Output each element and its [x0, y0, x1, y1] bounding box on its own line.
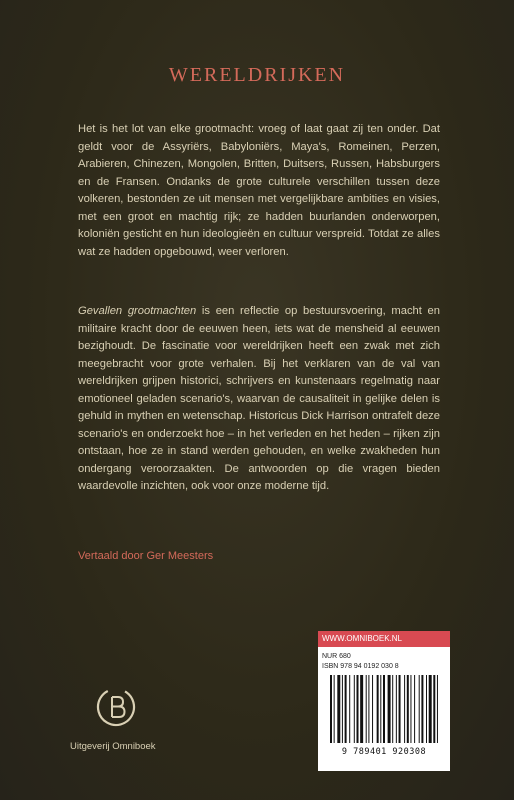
blurb-paragraph-2-text: is een reflectie op bestuursvoering, macht en militaire kracht door de eeuwen heen, iets wat de mensheid al eeuwen bezighoudt. De fascinatie voor wereldrijken heeft een zwak met zich meegebracht voor grote verhalen. Bij het verklaren van de val van wereldrijken grijpen historici, schrijvers en kunstenaars regelmatig naar emotioneel geladen scenario's, waarvan de causaliteit in gelijke delen is gehuld in mythen en wetenschap. Historicus Dick Harrison ontrafelt deze scenario's en onderzoekt hoe – in het verleden en het heden – rijken zijn ontstaan, hoe ze in stand werden gehouden, en welke zwakheden hun ondergang veroorzaakten. De antwoorden op die vragen bieden waardevolle inzichten, ook voor onze moderne tijd.	[78, 305, 440, 492]
blurb-paragraph-1: Het is het lot van elke grootmacht: vroeg of laat gaat zij ten onder. Dat geldt voor de Assyriërs, Babyloniërs, Maya's, Romeinen, Perzen, Arabieren, Chinezen, Mongolen, Britten, Duitsers, Russen, Habsburgers en de Fransen. Ondanks de grote culturele verschillen tussen deze volkeren, bestonden ze uit mensen met vergelijkbare ambities en visies, met een groot en machtig rijk; ze hadden buurlanden onderworpen, koloniën gesticht en hun ideologieën en cultuur verspreid. Totdat ze alles wat ze hadden opgebouwd, weer verloren.	[78, 123, 440, 258]
nur-code: NUR 680	[322, 653, 351, 660]
isbn-number: ISBN 978 94 0192 030 8	[322, 663, 399, 670]
barcode-icon	[324, 675, 444, 745]
publisher-name: Uitgeverij Omniboek	[70, 741, 156, 752]
publisher-logo-icon	[95, 686, 137, 728]
book-title-italic: Gevallen grootmachten	[78, 305, 197, 317]
barcode	[324, 675, 444, 755]
translator-credit: Vertaald door Ger Meesters	[78, 550, 214, 562]
barcode-digits: 9 789401 920308	[341, 747, 427, 757]
isbn-label	[318, 631, 450, 771]
blurb-paragraph-2	[78, 303, 440, 496]
cover-title: WERELDRIJKEN	[168, 64, 346, 86]
publisher-url: WWW.OMNIBOEK.NL	[318, 631, 450, 647]
